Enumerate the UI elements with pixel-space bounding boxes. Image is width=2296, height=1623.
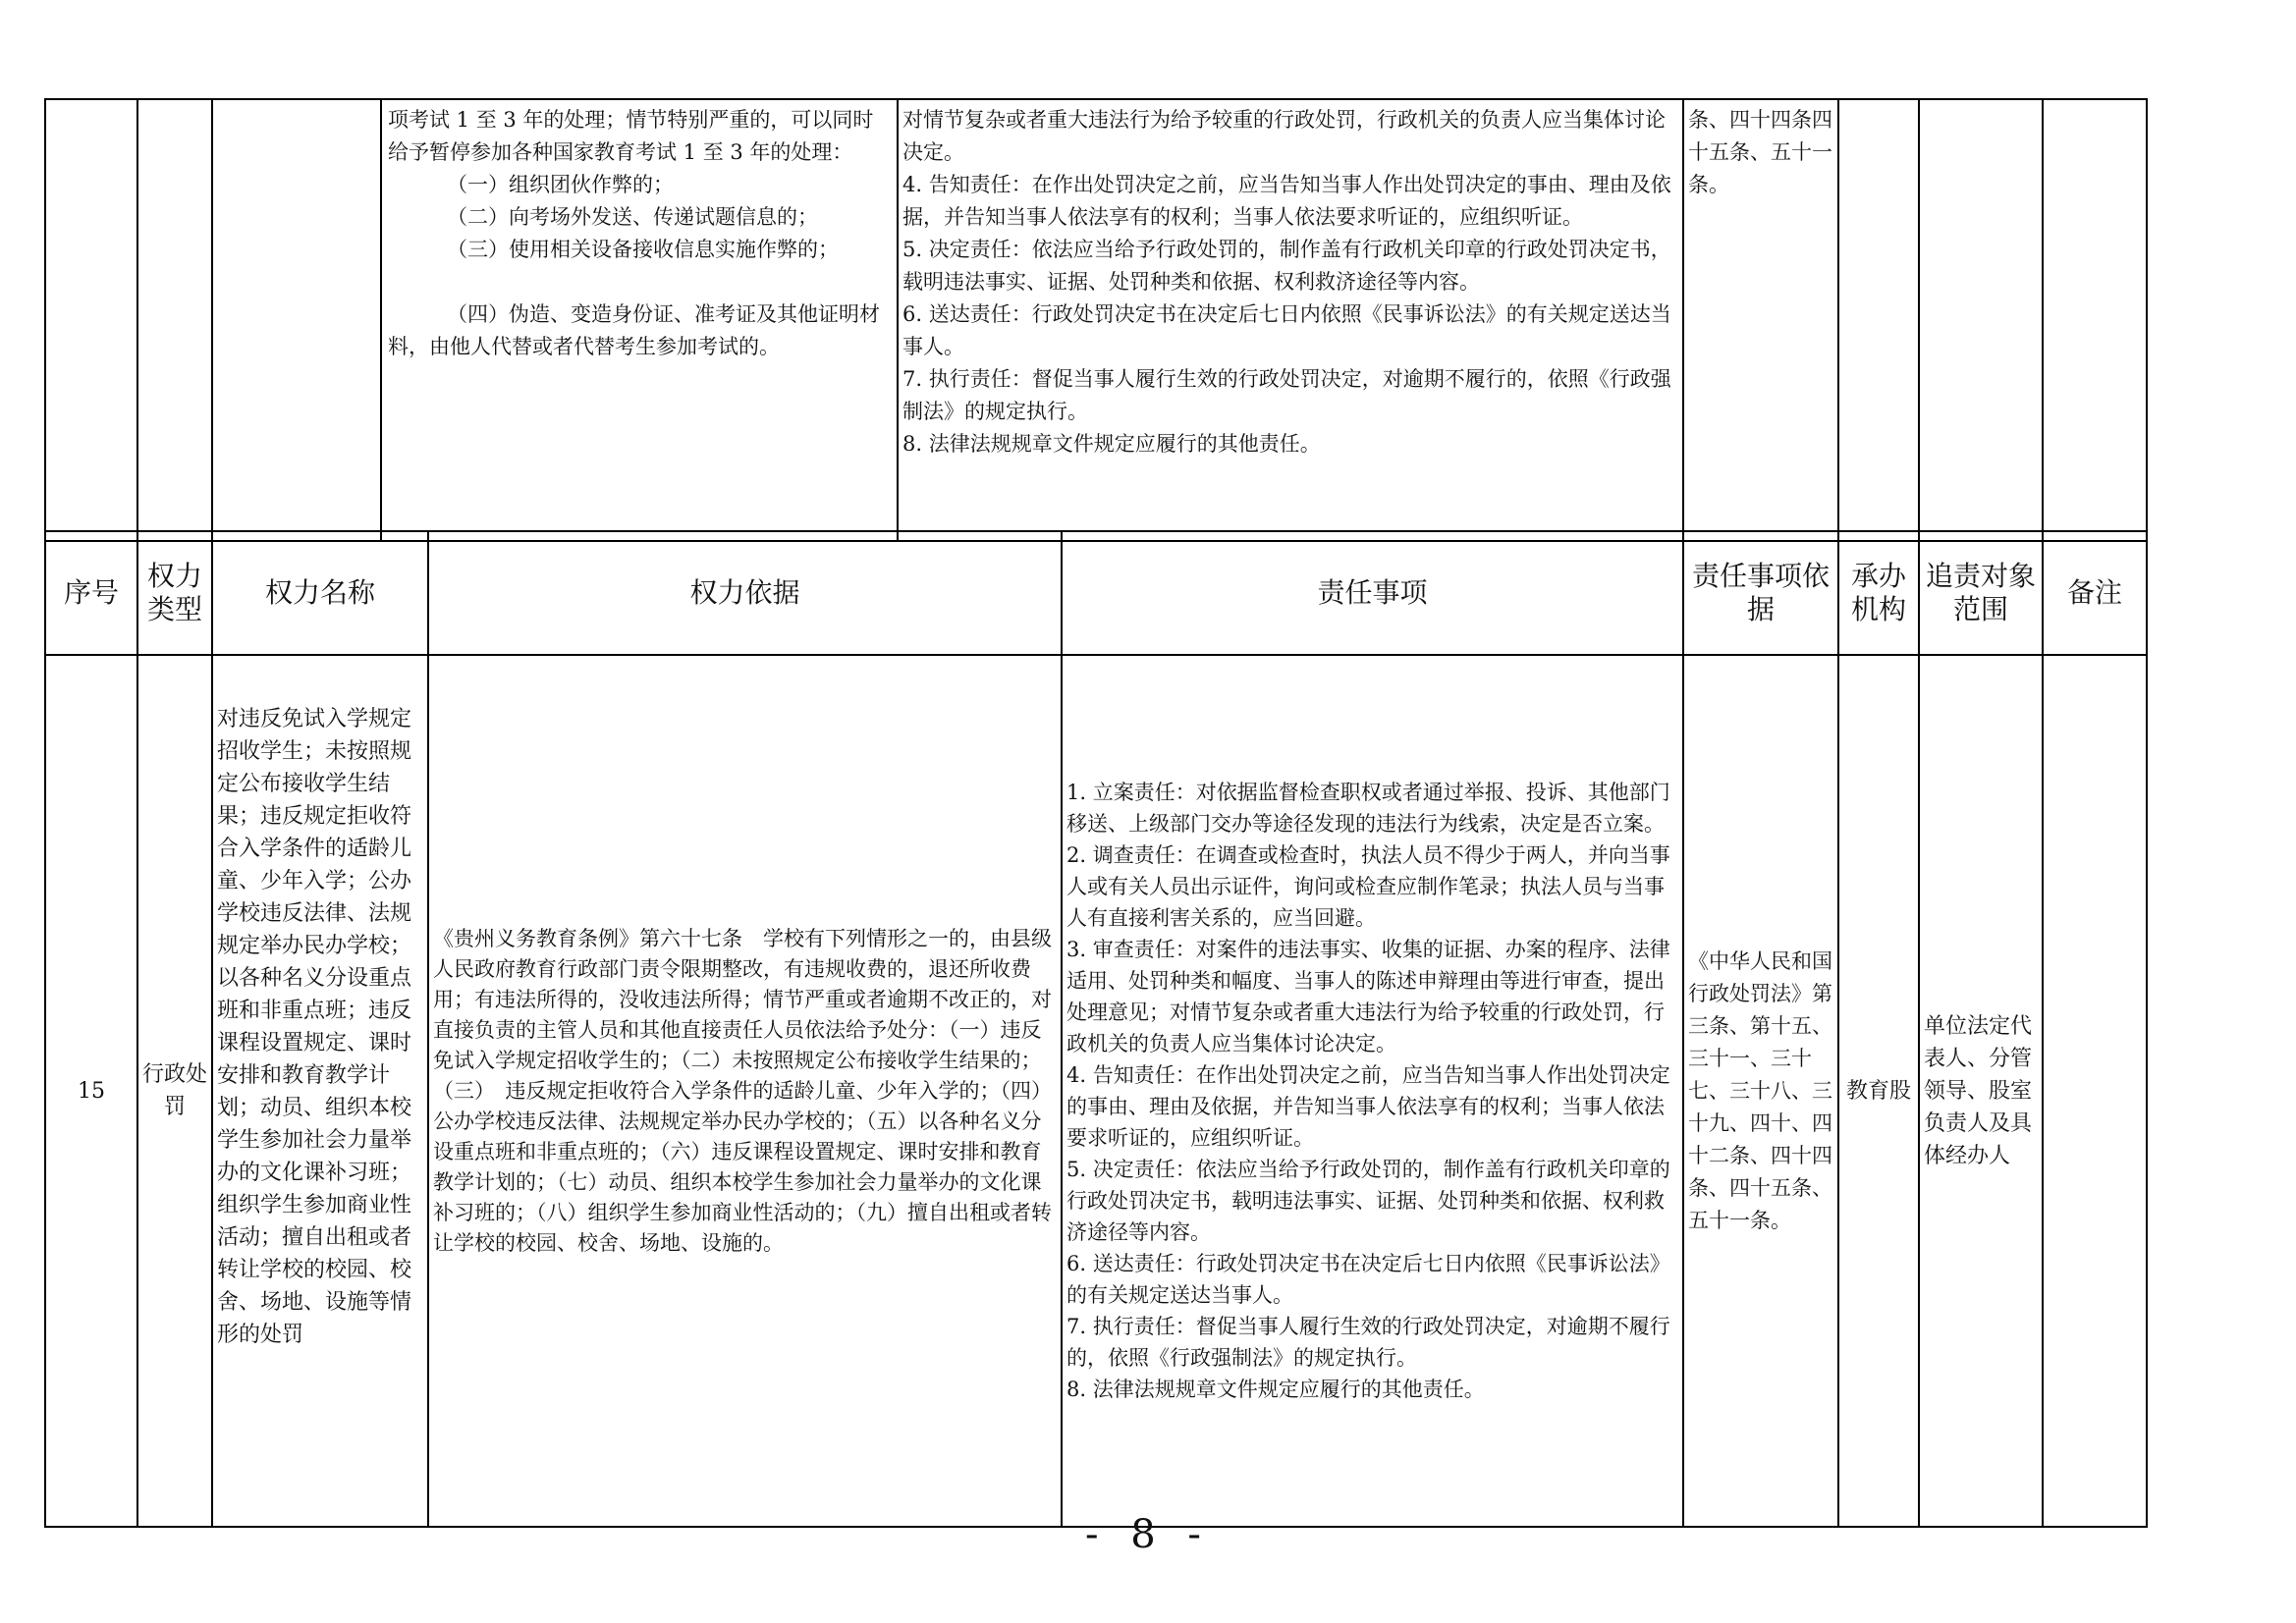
row-law: 《贵州义务教育条例》第六十七条 学校有下列情形之一的，由县级人民政府教育行政部门责令限期整改，有违规收费的，退还所收费用；有违法所得的，没收违法所得；情节严重或者逾期不改正的，对直接负责的主管人员和其他直接责任人员依法给予处分：（一）违反免试入学规定招收学生的；（二）未按照规定公布接收学生结果的；（三） 违反规定拒收符合入学条件的适龄儿童、少年入学的；（四）公办学校违反法律、法规规定举办民办学校的；（五）以各种名义分设重点班和非重点班的；（六）违反课程设置规定、课时安排和教育教学计划的；（七）动员、组织本校学生参加社会力量举办的文化课补习班的；（八）组织学生参加商业性活动的；（九）擅自出租或者转让学校的校园、校舍、场地、设施的。 xyxy=(428,655,1062,1527)
cont-duty-line: 7. 执行责任：督促当事人履行生效的行政处罚决定，对逾期不履行的，依照《行政强制法》的规定执行。 xyxy=(902,367,1671,423)
table-row xyxy=(45,655,2147,1527)
cont-name-cell xyxy=(212,99,381,541)
row-name: 对违反免试入学规定招收学生；未按照规定公布接收学生结果；违反规定拒收符合入学条件的适龄儿童、少年入学；公办学校违反法律、法规规定举办民办学校；以各种名义分设重点班和非重点班；违反课程设置规定、课时安排和教育教学计划；动员、组织本校学生参加社会力量举办的文化课补习班；组织学生参加商业性活动；擅自出租或者转让学校的校园、校舍、场地、设施等情形的处罚 xyxy=(212,655,428,1527)
cont-duty-line: 对情节复杂或者重大违法行为给予较重的行政处罚，行政机关的负责人应当集体讨论决定。 xyxy=(902,108,1666,164)
cont-law-line: 项考试 1 至 3 年的处理；情节特别严重的，可以同时给予暂停参加各种国家教育考试 1 至 3 年的处理： xyxy=(388,108,874,164)
header-agency: 承办机构 xyxy=(1838,531,1919,655)
cont-duty-cell xyxy=(898,99,1683,541)
cont-duty-line: 8. 法律法规规章文件规定应履行的其他责任。 xyxy=(902,432,1321,456)
header-type: 权力类型 xyxy=(137,531,212,655)
cont-law-line: （四）伪造、变造身份证、准考证及其他证明材料，由他人代替或者代替考生参加考试的。 xyxy=(388,302,880,358)
cont-duty-line: 6. 送达责任：行政处罚决定书在决定后七日内依照《民事诉讼法》的有关规定送达当事人。 xyxy=(902,302,1671,358)
row-duty-basis: 《中华人民和国行政处罚法》第三条、第十五、三十一、三十七、三十八、三十九、四十、四十二条、四十四条、四十五条、五十一条。 xyxy=(1683,655,1838,1527)
row-duty-line: 3. 审查责任：对案件的违法事实、收集的证据、办案的程序、法律适用、处罚种类和幅度、当事人的陈述申辩理由等进行审查，提出处理意见；对情节复杂或者重大违法行为给予较重的行政处罚，行政机关的负责人应当集体讨论决定。 xyxy=(1066,938,1670,1055)
cont-agency-cell xyxy=(1838,99,1919,541)
continuation-table xyxy=(44,98,2148,542)
cont-seq-cell xyxy=(45,99,137,541)
row-duty-line: 8. 法律法规规章文件规定应履行的其他责任。 xyxy=(1066,1378,1485,1401)
row-type: 行政处罚 xyxy=(137,655,212,1527)
power-list-table xyxy=(44,530,2148,1528)
row-duty-line: 7. 执行责任：督促当事人履行生效的行政处罚决定，对逾期不履行的，依照《行政强制法》的规定执行。 xyxy=(1066,1315,1670,1370)
cont-duty-line: 5. 决定责任：依法应当给予行政处罚的，制作盖有行政机关印章的行政处罚决定书，载明违法事实、证据、处罚种类和依据、权利救济途径等内容。 xyxy=(902,238,1671,294)
table-header-row xyxy=(45,531,2147,655)
header-scope: 追责对象范围 xyxy=(1919,531,2043,655)
header-seq: 序号 xyxy=(45,531,137,655)
header-name: 权力名称 xyxy=(212,531,428,655)
cont-remark-cell xyxy=(2043,99,2147,541)
cont-law-line: （三）使用相关设备接收信息实施作弊的； xyxy=(447,238,839,261)
header-remark: 备注 xyxy=(2043,531,2147,655)
row-seq: 15 xyxy=(45,655,137,1527)
row-scope: 单位法定代表人、分管领导、股室负责人及具体经办人 xyxy=(1919,655,2043,1527)
row-remark xyxy=(2043,655,2147,1527)
cont-duty-basis-cell: 条、四十四条四十五条、五十一条。 xyxy=(1683,99,1838,541)
header-law: 权力依据 xyxy=(428,531,1062,655)
cont-scope-cell xyxy=(1919,99,2043,541)
row-agency: 教育股 xyxy=(1838,655,1919,1527)
cont-law-cell xyxy=(381,99,898,541)
row-duty-line: 6. 送达责任：行政处罚决定书在决定后七日内依照《民事诉讼法》的有关规定送达当事人。 xyxy=(1066,1252,1670,1307)
cont-duty-line: 4. 告知责任：在作出处罚决定之前，应当告知当事人作出处罚决定的事由、理由及依据，并告知当事人依法享有的权利；当事人依法要求听证的，应组织听证。 xyxy=(902,173,1671,229)
row-duty-line: 5. 决定责任：依法应当给予行政处罚的，制作盖有行政机关印章的行政处罚决定书，载明违法事实、证据、处罚种类和依据、权利救济途径等内容。 xyxy=(1066,1158,1670,1244)
row-duty-line: 1. 立案责任：对依据监督检查职权或者通过举报、投诉、其他部门移送、上级部门交办等途径发现的违法行为线索，决定是否立案。 xyxy=(1066,781,1670,836)
row-duty-line: 4. 告知责任：在作出处罚决定之前，应当告知当事人作出处罚决定的事由、理由及依据，并告知当事人依法享有的权利；当事人依法要求听证的，应组织听证。 xyxy=(1066,1063,1670,1150)
cont-type-cell xyxy=(137,99,212,541)
row-duty-line: 2. 调查责任：在调查或检查时，执法人员不得少于两人，并向当事人或有关人员出示证件，询问或检查应制作笔录；执法人员与当事人有直接利害关系的，应当回避。 xyxy=(1066,843,1670,930)
header-duty: 责任事项 xyxy=(1062,531,1683,655)
cont-law-line: （一）组织团伙作弊的； xyxy=(447,173,674,196)
header-duty-basis: 责任事项依据 xyxy=(1683,531,1838,655)
row-duty xyxy=(1062,655,1683,1527)
cont-law-line: （二）向考场外发送、传递试题信息的； xyxy=(447,205,818,229)
page-number: - 8 - xyxy=(1085,1512,1211,1557)
